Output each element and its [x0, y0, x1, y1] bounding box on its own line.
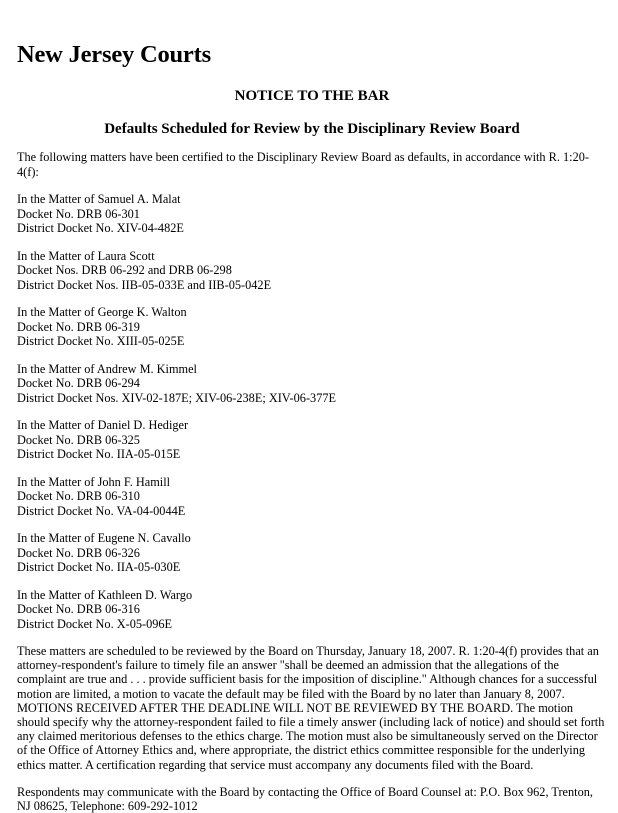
- matter-district-docket: District Docket No. XIII-05-025E: [17, 334, 185, 348]
- matter-docket: Docket No. DRB 06-325: [17, 432, 140, 447]
- matter-district-docket: District Docket No. XIV-04-482E: [17, 221, 184, 235]
- matter-district-docket: District Docket Nos. XIV-02-187E; XIV-06-238E; XIV-06-377E: [17, 390, 336, 405]
- court-title: New Jersey Courts: [17, 41, 211, 68]
- matter-item: [17, 362, 607, 406]
- matter-name: In the Matter of George K. Walton: [17, 305, 187, 319]
- matter-name: In the Matter of Andrew M. Kimmel: [17, 361, 197, 376]
- matter-item: [17, 249, 607, 293]
- contact-paragraph: Respondents may communicate with the Board by contacting the Office of Board Counsel at: P.O. Box 962, Trenton, NJ 08625, Telephone: 609-292-1012: [17, 784, 593, 813]
- matter-docket: Docket Nos. DRB 06-292 and DRB 06-298: [17, 263, 232, 277]
- matter-docket: Docket No. DRB 06-310: [17, 489, 140, 503]
- matter-item: [17, 418, 607, 462]
- matter-docket: Docket No. DRB 06-294: [17, 376, 140, 390]
- matter-docket: Docket No. DRB 06-301: [17, 206, 140, 221]
- matter-name: In the Matter of Laura Scott: [17, 248, 155, 263]
- matter-name: In the Matter of Kathleen D. Wargo: [17, 587, 193, 602]
- matter-docket: Docket No. DRB 06-316: [17, 602, 140, 616]
- matter-name: In the Matter of Eugene N. Cavallo: [17, 531, 191, 545]
- matter-district-docket: District Docket No. IIA-05-015E: [17, 447, 181, 461]
- schedule-paragraph: These matters are scheduled to be reviewed by the Board on Thursday, January 18, 2007. R. 1:20-4(f) provides that an attorney-respondent's failure to timely file an answer "shall be deemed an admission that the allegations of the complaint are true and . . . provide sufficient basis for the imposition of discipline." Although chances for a successful motion are limited, a motion to vacate the default may be filed with the Board by no later than January 8, 2007. MOTIONS RECEIVED AFTER THE DEADLINE WILL NOT BE REVIEWED BY THE BOARD. The motion should specify why the attorney-respondent failed to file a timely answer (including lack of notice) and should set forth any claimed meritorious defenses to the ethics charge. The motion must also be simultaneously served on the Director of the Office of Attorney Ethics and, where appropriate, the district ethics committee responsible for the underlying ethics matter. A certification regarding that service must accompany any documents filed with the Board.: [17, 644, 605, 772]
- matter-name: In the Matter of Samuel A. Malat: [17, 192, 181, 206]
- matter-item: [17, 192, 607, 236]
- matter-item: [17, 531, 607, 575]
- matter-district-docket: District Docket No. IIA-05-030E: [17, 560, 181, 574]
- intro-paragraph: The following matters have been certified to the Disciplinary Review Board as defaults, in accordance with R. 1:20-4(f):: [17, 150, 589, 179]
- document-page: [17, 40, 607, 813]
- matter-name: In the Matter of Daniel D. Hediger: [17, 418, 189, 432]
- notice-title: NOTICE TO THE BAR: [234, 88, 390, 104]
- matters-list: [17, 192, 607, 631]
- matter-district-docket: District Docket No. X-05-096E: [17, 616, 173, 631]
- matter-item: [17, 305, 607, 349]
- matter-name: In the Matter of John F. Hamill: [17, 474, 171, 489]
- matter-item: [17, 588, 607, 632]
- matter-district-docket: District Docket No. VA-04-0044E: [17, 503, 186, 518]
- matter-district-docket: District Docket Nos. IIB-05-033E and IIB-05-042E: [17, 277, 272, 292]
- matter-docket: Docket No. DRB 06-326: [17, 545, 140, 560]
- matter-docket: Docket No. DRB 06-319: [17, 319, 140, 334]
- matter-item: [17, 475, 607, 519]
- notice-subtitle: Defaults Scheduled for Review by the Disciplinary Review Board: [104, 121, 520, 137]
